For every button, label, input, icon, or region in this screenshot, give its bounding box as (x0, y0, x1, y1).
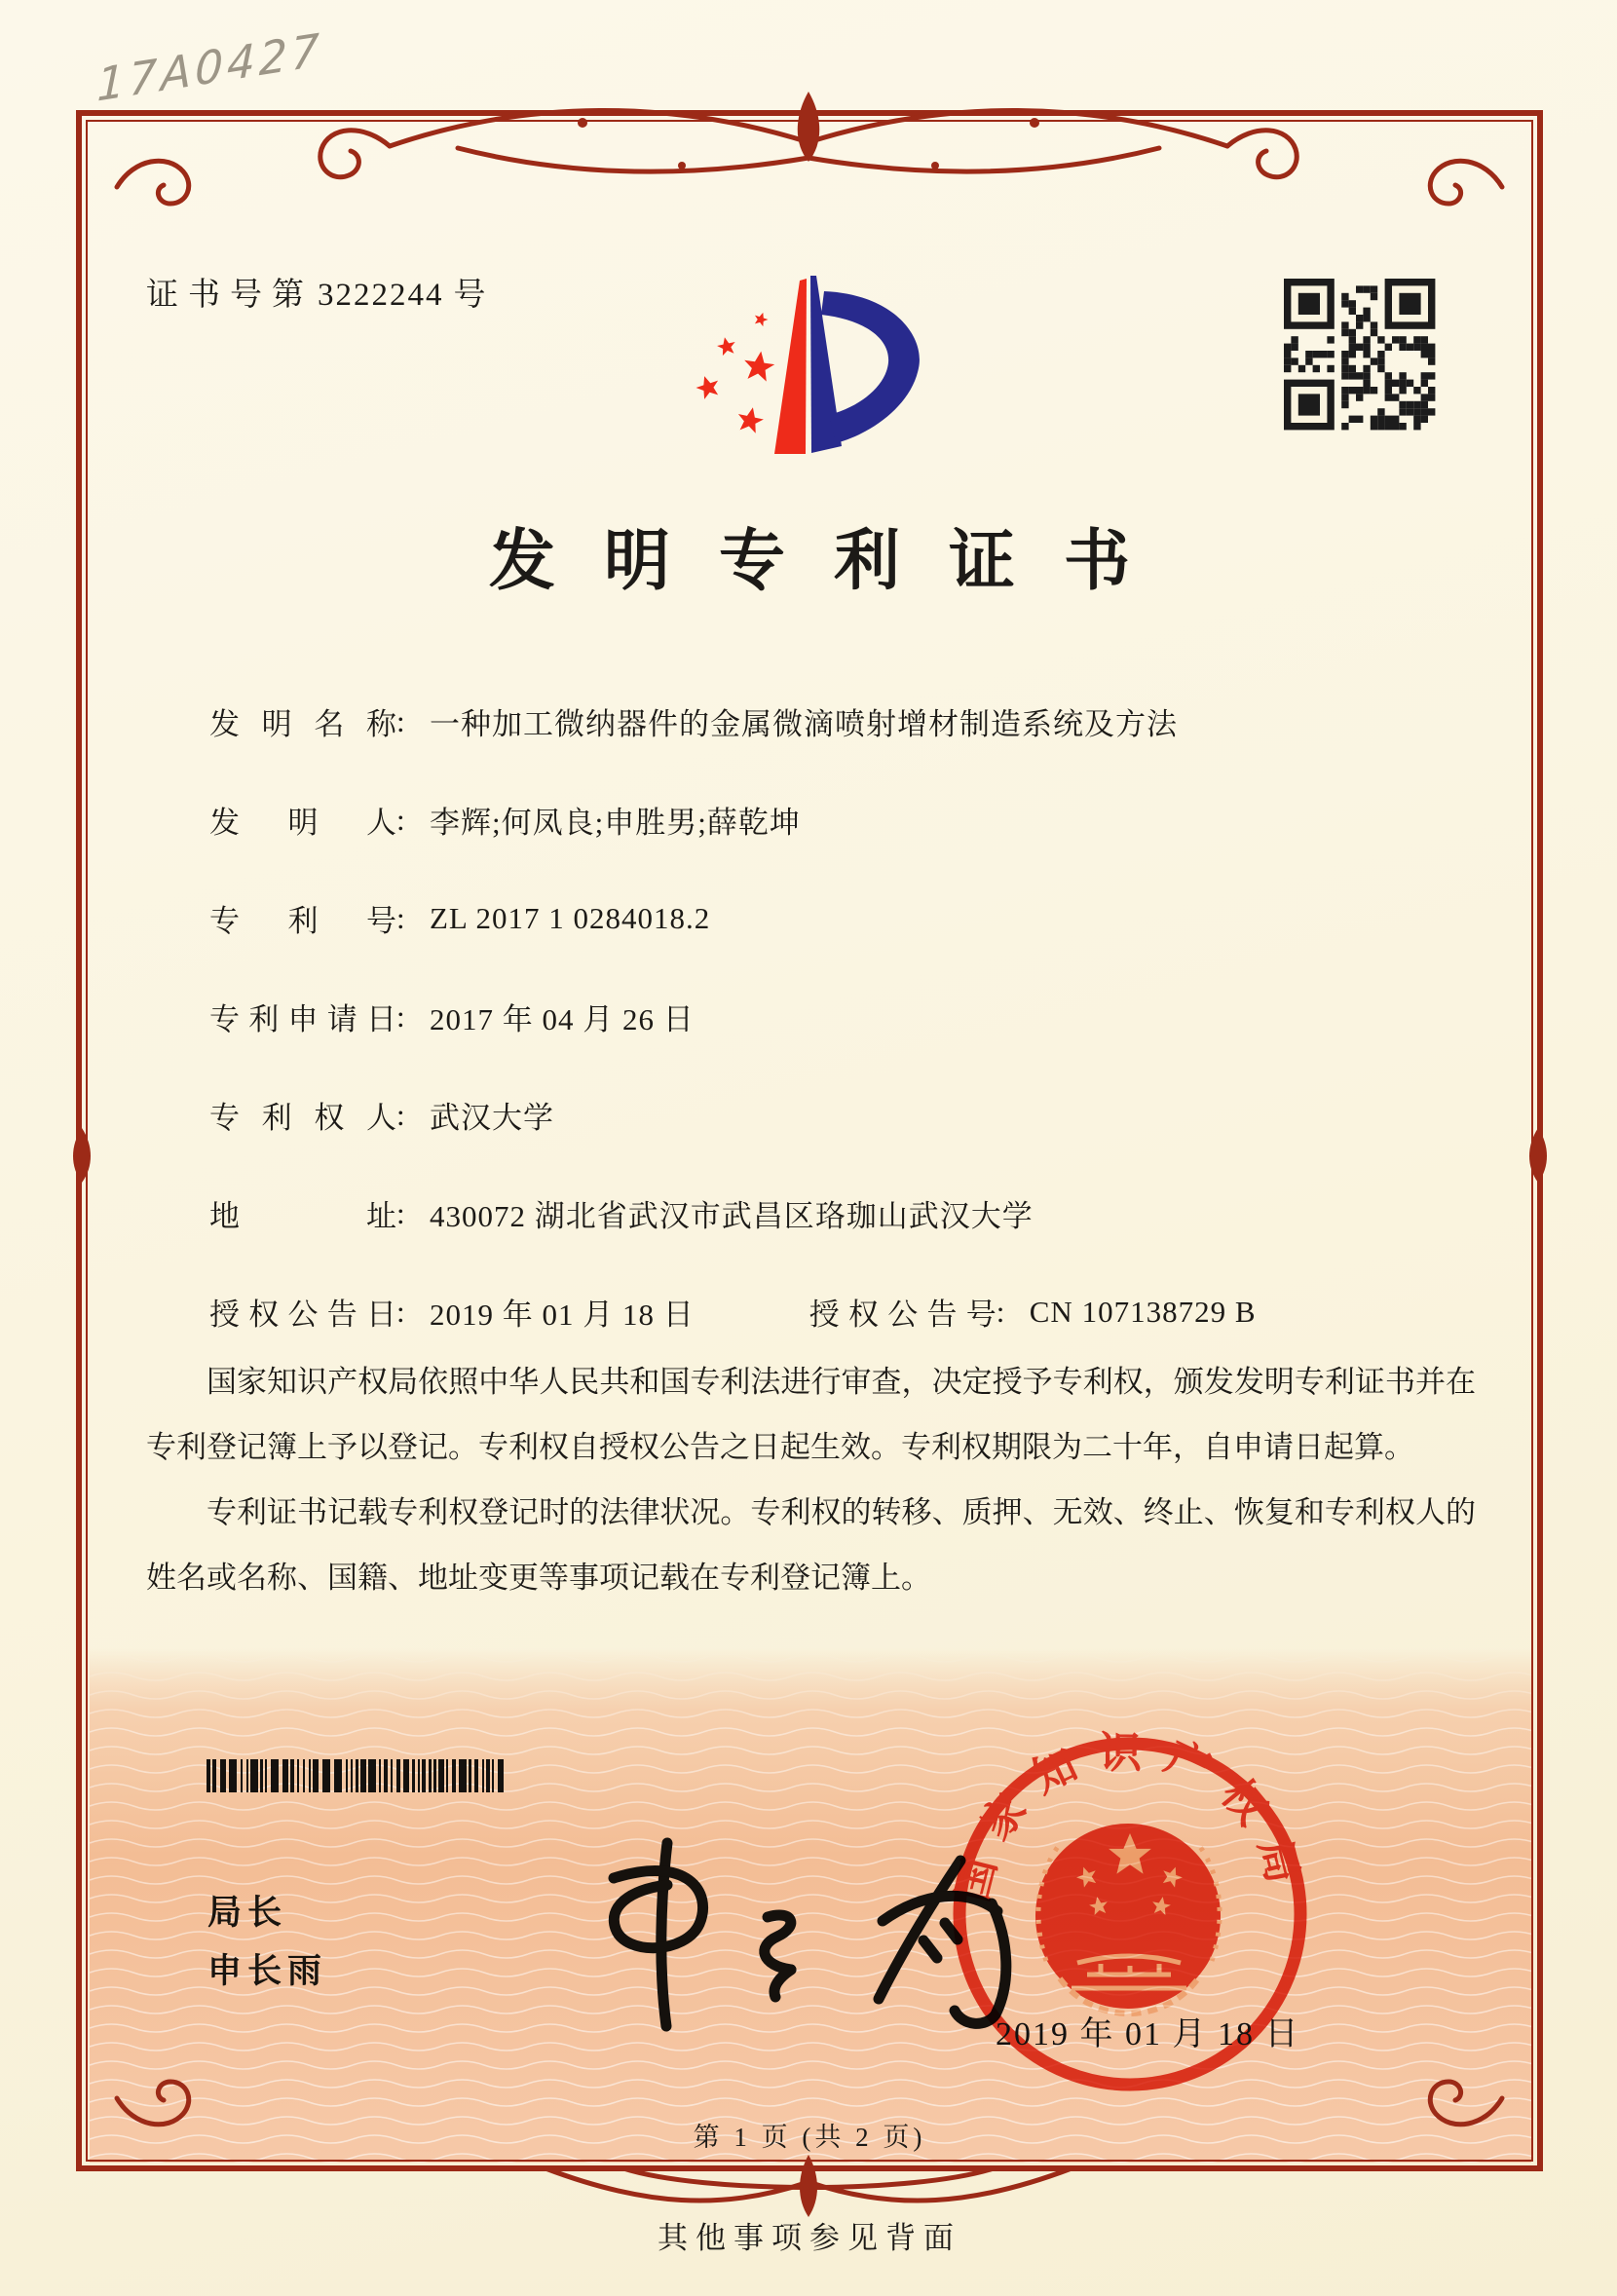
field-patent-number (209, 869, 1495, 967)
barcode-icon (207, 1759, 508, 1792)
field-value: 2019 年 01 月 18 日 (430, 1298, 695, 1332)
certificate-number-suffix: 号 (453, 278, 486, 313)
certificate-number (146, 269, 486, 315)
legal-paragraph: 国家知识产权局依照中华人民共和国专利法进行审查，决定授予专利权，颁发发明专利证书并在专利登记簿上予以登记。专利权自授权公告之日起生效。专利权期限为二十年，自申请日起算。 (146, 1365, 1476, 1464)
field-value: 李辉;何凤良;申胜男;薛乾坤 (430, 806, 801, 840)
field-label: 地址 (209, 1199, 396, 1233)
field-label: 专利号 (209, 904, 396, 938)
field-address (209, 1164, 1495, 1262)
field-label: 发明名称 (209, 707, 396, 741)
cnipa-logo-icon (662, 244, 925, 458)
certificate-title: 发明专利证书 (488, 524, 1179, 598)
field-value: CN 107138729 B (1029, 1294, 1257, 1329)
field-value: ZL 2017 1 0284018.2 (430, 900, 711, 935)
field-label: 发明人 (209, 806, 396, 840)
field-colon: : (396, 1195, 405, 1230)
certificate-number-prefix: 证书号第 (146, 278, 314, 313)
field-colon: : (396, 703, 405, 738)
field-value: 一种加工微纳器件的金属微滴喷射增材制造系统及方法 (430, 707, 1178, 741)
seal-ring-text: 国家知识产权局 (948, 1729, 1312, 1907)
field-label: 专利申请日 (209, 1002, 396, 1036)
director-title: 局长 (207, 1894, 288, 1932)
legal-text (146, 1349, 1476, 1610)
field-grant-row (209, 1262, 1495, 1361)
qr-code-icon (1284, 279, 1436, 431)
legal-paragraph: 专利证书记载专利权登记时的法律状况。专利权的转移、质押、无效、终止、恢复和专利权人的姓名或名称、国籍、地址变更等事项记载在专利登记簿上。 (146, 1495, 1476, 1595)
director-signature-icon (458, 1831, 1013, 2036)
back-note: 其他事项参见背面 (658, 2221, 961, 2255)
field-inventors (209, 771, 1495, 869)
field-colon: : (396, 802, 405, 837)
field-colon: : (396, 900, 405, 935)
field-colon: : (996, 1294, 1005, 1329)
field-invention-name (209, 672, 1495, 771)
national-emblem-icon (1035, 1824, 1221, 2014)
field-colon: : (396, 1294, 405, 1329)
field-colon: : (396, 998, 405, 1034)
field-value: 430072 湖北省武汉市武昌区珞珈山武汉大学 (430, 1199, 1034, 1233)
handwritten-note: 17A0427 (95, 22, 324, 112)
field-value: 武汉大学 (430, 1101, 554, 1135)
certificate-fields (209, 672, 1495, 1361)
field-grant-date (209, 1290, 695, 1334)
director-name: 申长雨 (207, 1952, 328, 1990)
field-label: 授权公告号 (808, 1298, 997, 1332)
field-grant-number (809, 1290, 1257, 1334)
field-filing-date (209, 967, 1495, 1066)
field-colon: : (396, 1097, 405, 1132)
field-label: 授权公告日 (209, 1298, 396, 1332)
seal-date: 2019 年 01 月 18 日 (996, 2016, 1300, 2052)
field-value: 2017 年 04 月 26 日 (430, 1002, 695, 1036)
field-patentee (209, 1066, 1495, 1164)
field-label: 专利权人 (209, 1101, 396, 1135)
certificate-number-value: 3222244 (318, 278, 444, 313)
page-number: 第 1 页 (共 2 页) (693, 2123, 926, 2152)
